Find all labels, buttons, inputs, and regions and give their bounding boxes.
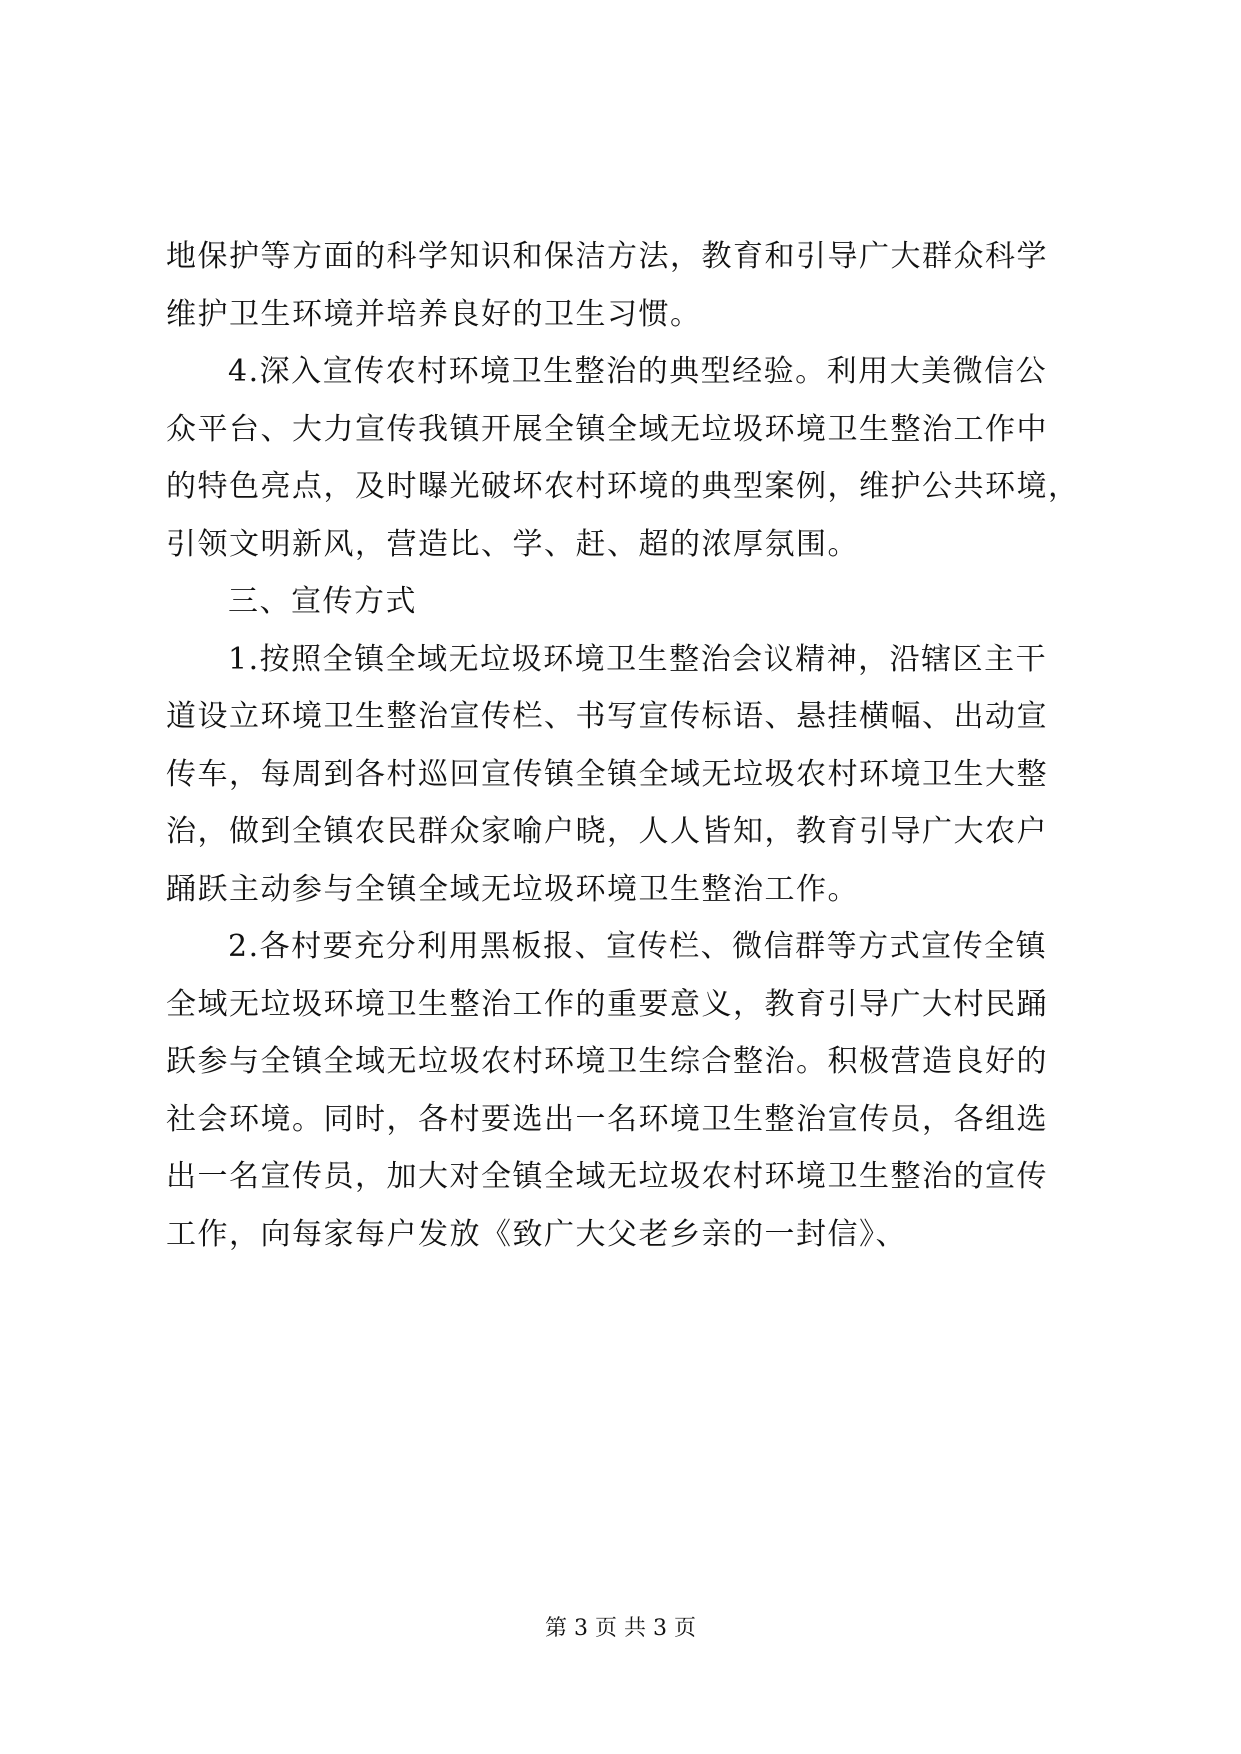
body-line-1: 地保护等方面的科学知识和保洁方法，教育和引导广大群众科学 [166,239,1048,274]
body-line-14: 全域无垃圾环境卫生整治工作的重要意义，教育引导广大村民踊 [166,986,1048,1022]
body-line-3: 4.深入宣传农村环境卫生整治的典型经验。利用大美微信公 [228,354,1048,389]
body-line-5: 的特色亮点，及时曝光破坏农村环境的典型案例，维护公共环境， [166,469,1080,504]
body-line-18: 工作，向每家每户发放《致广大父老乡亲的一封信》、 [166,1216,907,1252]
body-line-16: 社会环境。同时，各村要选出一名环境卫生整治宣传员，各组选 [166,1101,1048,1137]
body-line-13: 2.各村要充分利用黑板报、宣传栏、微信群等方式宣传全镇 [228,929,1048,964]
body-line-11: 治，做到全镇农民群众家喻户晓，人人皆知，教育引导广大农户 [166,814,1048,849]
body-line-15: 跃参与全镇全域无垃圾农村环境卫生综合整治。积极营造良好的 [166,1044,1048,1079]
body-line-17: 出一名宣传员，加大对全镇全域无垃圾农村环境卫生整治的宣传 [166,1159,1048,1194]
body-line-4: 众平台、大力宣传我镇开展全镇全域无垃圾环境卫生整治工作中 [166,411,1048,447]
page-number-footer: 第 3 页 共 3 页 [545,1616,696,1641]
body-line-12: 踊跃主动参与全镇全域无垃圾环境卫生整治工作。 [166,871,859,907]
body-line-6: 引领文明新风，营造比、学、赶、超的浓厚氛围。 [166,526,859,562]
section-heading: 三、宣传方式 [228,584,417,619]
body-line-8: 1.按照全镇全域无垃圾环境卫生整治会议精神，沿辖区主干 [228,641,1048,677]
body-line-2: 维护卫生环境并培养良好的卫生习惯。 [166,296,702,332]
body-line-10: 传车，每周到各村巡回宣传镇全镇全域无垃圾农村环境卫生大整 [166,756,1048,792]
body-line-9: 道设立环境卫生整治宣传栏、书写宣传标语、悬挂横幅、出动宣 [166,699,1048,734]
document-body [166,228,1080,1263]
